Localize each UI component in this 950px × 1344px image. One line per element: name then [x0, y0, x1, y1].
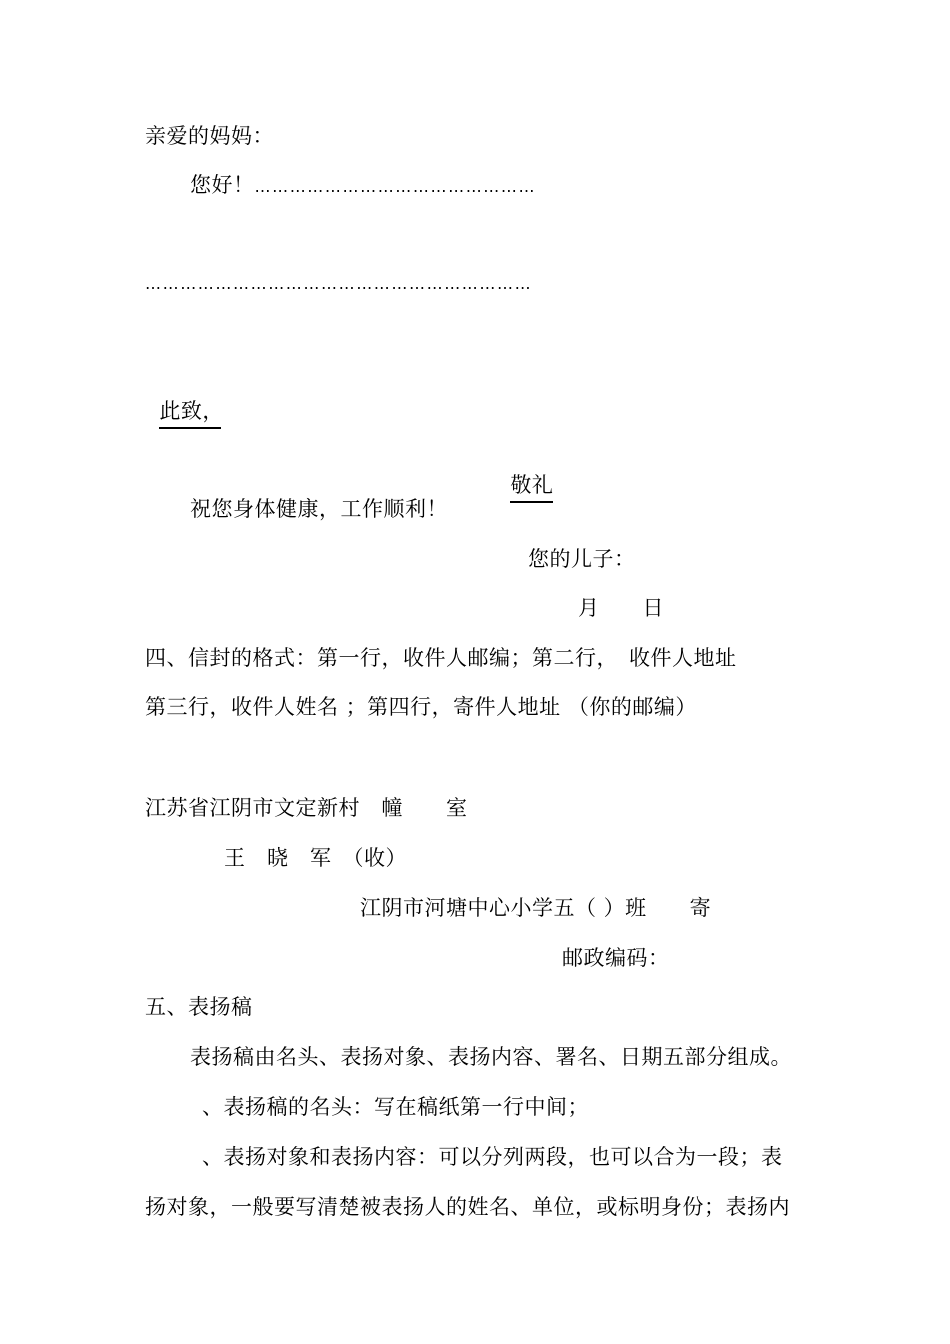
- envelope-postcode: 邮政编码：: [562, 946, 670, 970]
- letter-greeting-line: [190, 172, 536, 198]
- letter-wish: 祝您身体健康，工作顺利！: [190, 497, 448, 521]
- letter-dots-long: …………………………………………………………: [145, 274, 533, 293]
- envelope-heading-line2: 第三行，收件人姓名 ；第四行，寄件人地址 （你的邮编）: [145, 695, 697, 719]
- commendation-intro: 表扬稿由名头、表扬对象、表扬内容、署名、日期五部分组成。: [190, 1045, 792, 1069]
- letter-date: 月 日: [578, 596, 664, 620]
- letter-dots-short: …………………………………………: [254, 177, 537, 196]
- commendation-item1: 、表扬稿的名头：写在稿纸第一行中间；: [202, 1095, 589, 1119]
- letter-closing-2: [496, 446, 553, 503]
- envelope-sender: 江阴市河塘中心小学五（ ）班 寄: [360, 896, 712, 920]
- letter-greeting: 您好！: [190, 173, 255, 197]
- letter-salutation: 亲爱的妈妈：: [145, 124, 274, 148]
- envelope-recipient-name: 王 晓 军 （收）: [224, 846, 407, 870]
- commendation-item2-line1: 、表扬对象和表扬内容：可以分列两段，也可以合为一段；表: [202, 1145, 783, 1169]
- commendation-heading: 五、表扬稿: [145, 995, 253, 1019]
- closing-1-text: 此致，: [159, 398, 221, 429]
- letter-closing-1: [145, 372, 224, 429]
- envelope-heading-line1: 四、信封的格式：第一行，收件人邮编；第二行， 收件人地址: [145, 646, 737, 670]
- closing-2-text: 敬礼: [510, 472, 553, 503]
- envelope-recipient-address: 江苏省江阴市文定新村 幢 室: [145, 796, 468, 820]
- letter-signature: 您的儿子：: [528, 547, 636, 571]
- commendation-item2-line2: 扬对象，一般要写清楚被表扬人的姓名、单位，或标明身份；表扬内: [145, 1195, 790, 1219]
